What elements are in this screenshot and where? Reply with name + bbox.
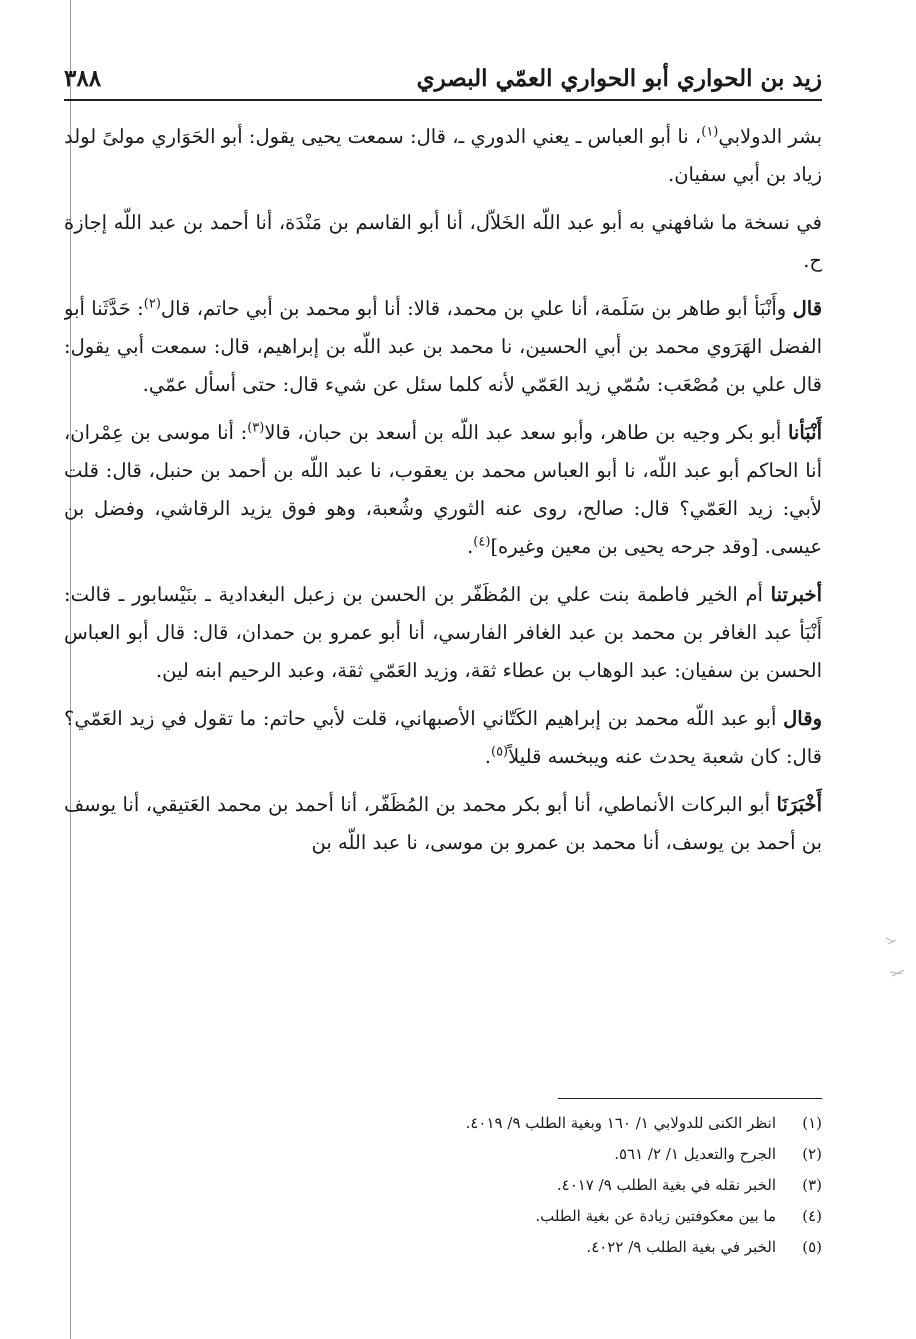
running-title: زيد بن الحواري أبو الحواري العمّي البصري — [416, 64, 822, 92]
paragraph-text: ، نا أبو العباس ـ يعني الدوري ـ، قال: سمعت يحيى يقول: أبو الحَوَاري مولىً لولد زياد بن أبي سفيان. — [64, 125, 822, 186]
footnote-text: الجرح والتعديل ١/ ٢/ ٥٦١. — [614, 1145, 776, 1163]
footnote-text: الخبر في بغية الطلب ٩/ ٤٠٢٢. — [586, 1238, 776, 1256]
paragraph-text: أبو عبد اللّه محمد بن إبراهيم الكَتّاني الأصبهاني، قلت لأبي حاتم: ما تقول في زيد العَمّي؟ قال: كان شعبة يحدث عنه ويبخسه قليلاً — [64, 707, 822, 768]
footnote-number: (١) — [802, 1114, 822, 1132]
paragraph-lead: أَنْبَأنا — [787, 421, 822, 444]
paragraph-lead: أخبرتنا — [770, 583, 822, 606]
footnote-text: الخبر نقله في بغية الطلب ٩/ ٤٠١٧. — [556, 1176, 776, 1194]
page-number: ٣٨٨ — [64, 64, 102, 92]
paragraph — [64, 118, 822, 194]
page-header — [64, 58, 822, 98]
paragraph — [64, 786, 822, 862]
paragraph-text: أم الخير فاطمة بنت علي بن المُظَفّر بن الحسن بن زعبل البغدادية ـ بنَيْسابور ـ قالت: أَنْبَأ عبد الغافر بن محمد بن عبد الغافر الفارسي، أنا أبو عمرو بن حمدان، قال: قال أبو العباس الحسن بن سفيان: عبد الوهاب بن عطاء ثقة، وزيد العَمّي ثقة، وعبد الرحيم ابنه لين. — [64, 583, 822, 682]
footnote-ref: (٤) — [473, 534, 491, 550]
paragraph — [64, 204, 822, 280]
paragraph-text: بشر الدولابي — [718, 125, 822, 148]
footnote-rule — [558, 1098, 822, 1099]
footnote-number: (٤) — [802, 1207, 822, 1225]
footnote-text: ما بين معكوفتين زيادة عن بغية الطلب. — [535, 1207, 776, 1225]
paragraph — [64, 414, 822, 566]
paragraph-text: : أنا موسى بن عِمْران، أنا الحاكم أبو عبد اللّه، نا أبو العباس محمد بن يعقوب، نا عبد اللّه بن أحمد بن حنبل، قال: قلت لأبي: زيد العَمّي؟ قال: صالح، روى عنه الثوري وشُعبة، وهو فوق يزيد الرقاشي، وفضل بن عيسى. [وقد جرحه يحيى بن معين وغيره] — [64, 421, 822, 558]
footnote — [300, 1170, 822, 1201]
paragraph-text: في نسخة ما شافهني به أبو عبد اللّه الخَلاّل، أنا أبو القاسم بن مَنْدَة، أنا أحمد بن عبد اللّه إجازة ح. — [64, 211, 822, 272]
footnotes — [300, 1108, 822, 1288]
footnote-ref: (٢) — [143, 296, 161, 312]
footnote — [300, 1232, 822, 1263]
footnote-number: (٥) — [802, 1238, 822, 1256]
paragraph-text: وأَنْبَأ أبو طاهر بن سَلَمة، أنا علي بن محمد، قالا: أنا أبو محمد بن أبي حاتم، قال — [160, 297, 793, 320]
paragraph-lead: قال — [792, 297, 822, 320]
paragraph-text: . — [467, 535, 474, 558]
footnote-ref: (١) — [701, 124, 719, 140]
paragraph-text: : حَدَّثَنا أبو الفضل الهَرَوي محمد بن أبي الحسين، نا محمد بن عبد اللّه بن إبراهيم، قال: سمعت أبي يقول: قال علي بن مُصْعَب: سُمّي زيد العَمّي لأنه كلما سئل عن شيء قال: حتى أسأل عمّي. — [64, 297, 822, 396]
main-text — [64, 118, 822, 1093]
footnote-text: انظر الكنى للدولابي ١/ ١٦٠ وبغية الطلب ٩/ ٤٠١٩. — [465, 1114, 776, 1132]
footnote-ref: (٣) — [247, 420, 265, 436]
scan-specks — [884, 920, 908, 980]
footnote — [300, 1108, 822, 1139]
header-rule — [64, 99, 822, 101]
footnote-ref: (٥) — [490, 744, 509, 760]
paragraph — [64, 576, 822, 690]
paragraph-lead: أَخْبَرَنَا — [776, 793, 822, 816]
paragraph — [64, 290, 822, 404]
paragraph-text: أبو بكر وجيه بن طاهر، وأبو سعد عبد اللّه بن أسعد بن حبان، قالا — [264, 421, 788, 444]
paragraph-text: أبو البركات الأنماطي، أنا أبو بكر محمد بن المُظَفّر، أنا أحمد بن محمد العَتيقي، أنا يوسف بن أحمد بن يوسف، أنا محمد بن عمرو بن موسى، نا عبد اللّه بن — [64, 793, 822, 854]
paragraph — [64, 700, 822, 776]
footnote — [300, 1201, 822, 1232]
footnote-number: (٢) — [802, 1145, 822, 1163]
footnote-number: (٣) — [802, 1176, 822, 1194]
paragraph-lead: وقال — [783, 707, 822, 730]
footnote — [300, 1139, 822, 1170]
paragraph-text: . — [484, 745, 491, 768]
